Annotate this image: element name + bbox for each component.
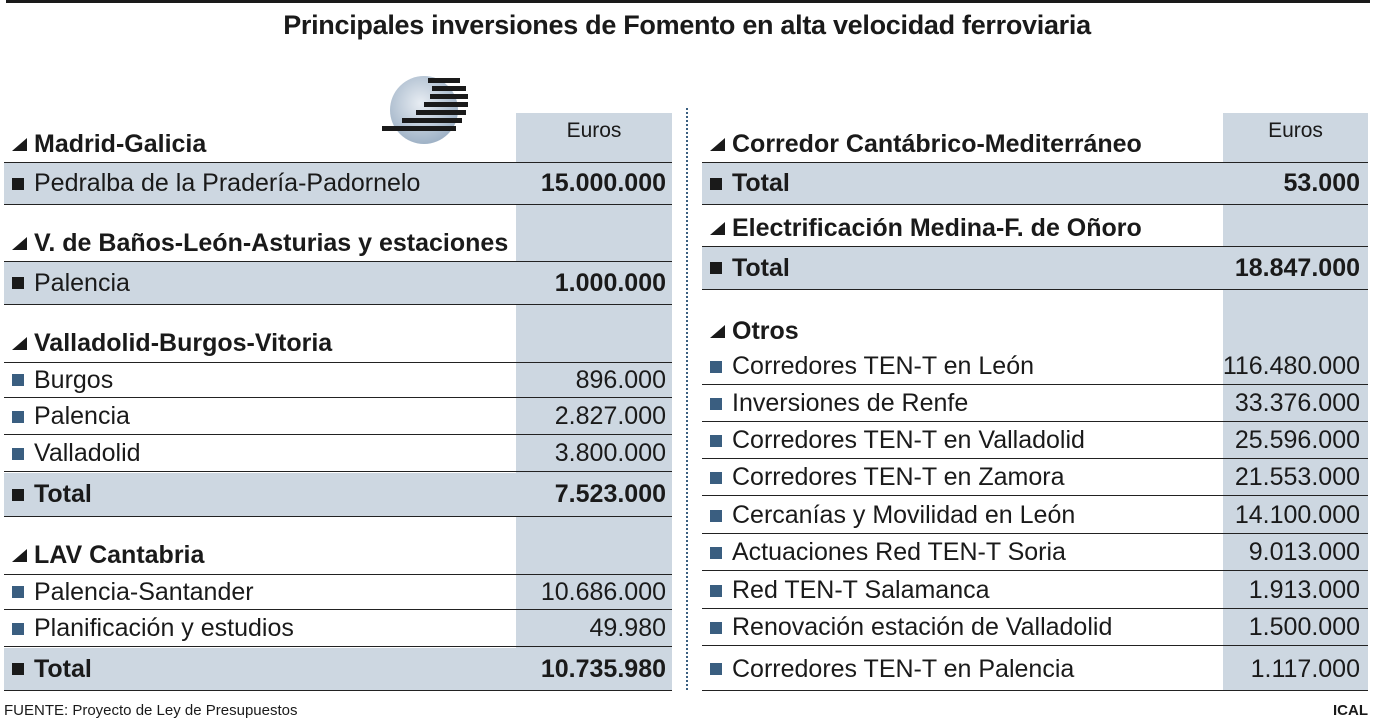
table-row: Inversiones de Renfe 33.376.000: [702, 386, 1368, 422]
credit: ICAL: [1333, 702, 1368, 719]
source-note: FUENTE: Proyecto de Ley de Presupuestos: [4, 702, 298, 719]
top-rule: [6, 0, 1370, 3]
section-heading-banos: V. de Baños-León-Asturias y estaciones: [4, 225, 672, 261]
table-row: Actuaciones Red TEN-T Soria 9.013.000: [702, 535, 1368, 571]
table-row: Valladolid 3.800.000: [4, 436, 672, 472]
table-row: Planificación y estudios 49.980: [4, 611, 672, 647]
table-row: Corredores TEN-T en León 116.480.000: [702, 349, 1368, 385]
table-row: Palencia-Santander 10.686.000: [4, 574, 672, 610]
column-divider: [686, 108, 688, 690]
table-row: Renovación estación de Valladolid 1.500.000: [702, 610, 1368, 646]
page-title: Principales inversiones de Fomento en alta velocidad ferroviaria: [283, 10, 1091, 40]
total-row: Total 53.000: [702, 162, 1368, 205]
section-heading-lav-cantabria: LAV Cantabria: [4, 537, 672, 573]
section-heading-valladolid-burgos-vitoria: Valladolid-Burgos-Vitoria: [4, 325, 672, 361]
table-row: Palencia 1.000.000: [4, 261, 672, 305]
section-heading-madrid-galicia: Madrid-Galicia: [4, 126, 672, 162]
table-row: Burgos 896.000: [4, 362, 672, 398]
table-row: Pedralba de la Pradería-Padornelo 15.000.000: [4, 162, 672, 205]
section-heading-otros: Otros: [702, 313, 1368, 349]
total-row: Total 18.847.000: [702, 246, 1368, 290]
euros-header: Euros: [566, 119, 622, 142]
table-row: Cercanías y Movilidad en León 14.100.000: [702, 498, 1368, 534]
euros-header: Euros: [1268, 119, 1323, 142]
total-row: Total 7.523.000: [4, 473, 672, 517]
total-row: Total 10.735.980: [4, 648, 672, 691]
table-row: Corredores TEN-T en Valladolid 25.596.000: [702, 423, 1368, 459]
table-row: Corredores TEN-T en Zamora 21.553.000: [702, 460, 1368, 496]
section-heading-corredor-cantabrico: Corredor Cantábrico-Mediterráneo: [702, 126, 1368, 162]
table-row: Corredores TEN-T en Palencia 1.117.000: [702, 648, 1368, 691]
table-row: Red TEN-T Salamanca 1.913.000: [702, 573, 1368, 609]
table-row: Palencia 2.827.000: [4, 399, 672, 435]
section-heading-electrificacion-medina: Electrificación Medina-F. de Oñoro: [702, 210, 1368, 246]
